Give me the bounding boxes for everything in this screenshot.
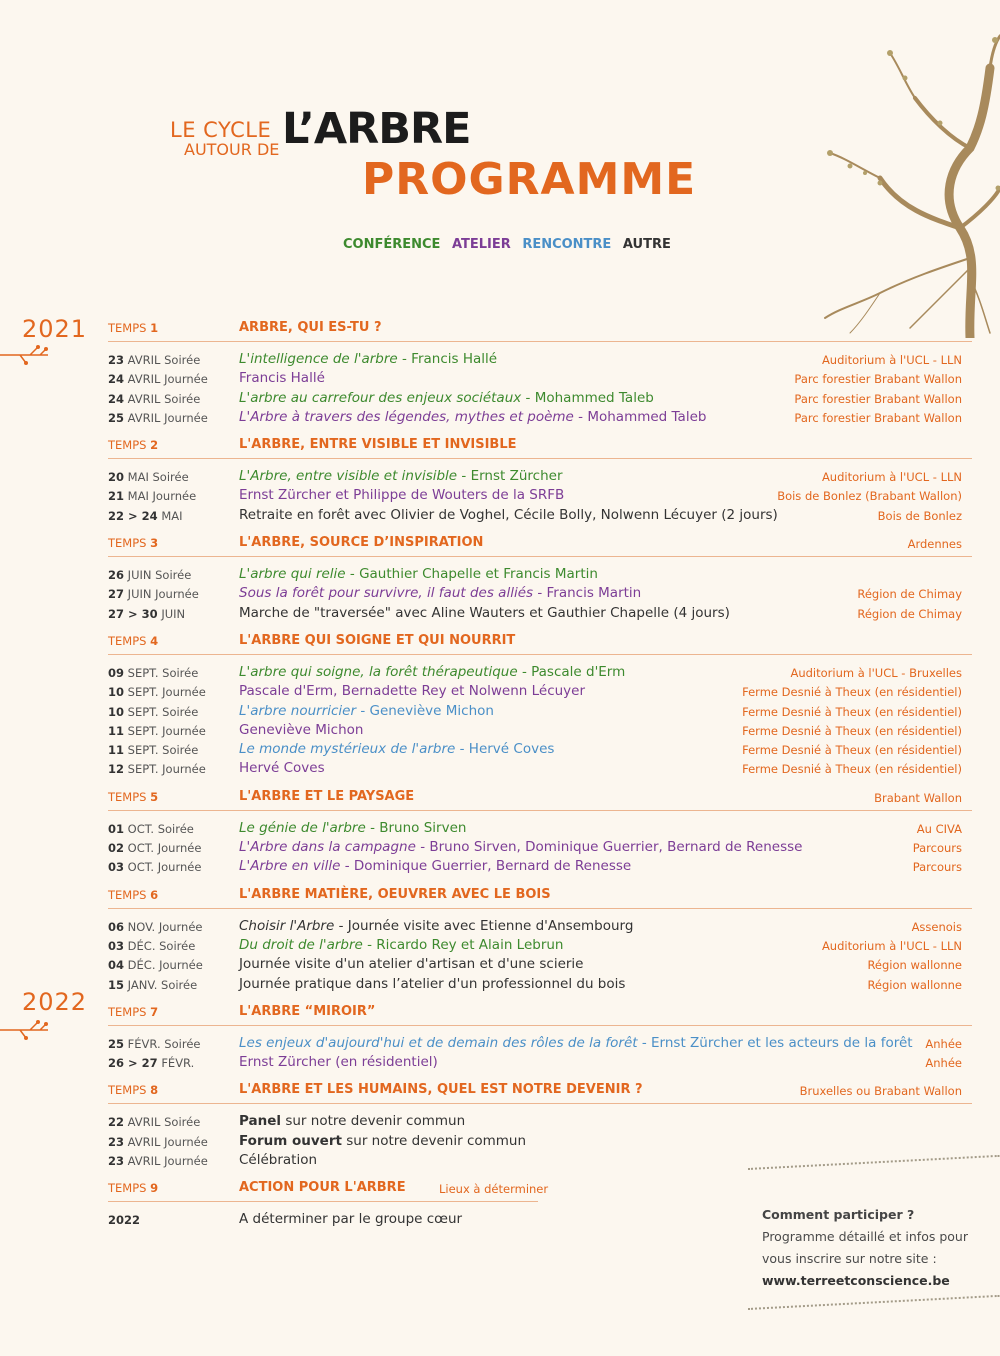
tree-illustration (820, 28, 1000, 338)
event-place: Ferme Desnié à Theux (en résidentiel) (742, 704, 962, 719)
event-place: Assenois (911, 919, 962, 934)
event-date: 23 AVRIL Journée (108, 1134, 208, 1149)
event-title: Choisir l'Arbre - Journée visite avec Etienne d'Ansembourg (239, 917, 634, 934)
event-title: Hervé Coves (239, 760, 325, 777)
event-place: Ferme Desnié à Theux (en résidentiel) (742, 723, 962, 738)
event-title: L'Arbre, entre visible et invisible - Ernst Zürcher (239, 468, 563, 485)
event-date: 15 JANV. Soirée (108, 977, 198, 992)
event-place: Région de Chimay (857, 587, 962, 602)
event-date: 27 JUIN Journée (108, 587, 199, 602)
event-title: Journée visite d'un atelier d'artisan et d'une scierie (239, 956, 584, 973)
event-place: Bois de Bonlez (Brabant Wallon) (777, 489, 962, 504)
section-title: ACTION POUR L'ARBRE (239, 1180, 406, 1196)
event-row (108, 389, 972, 408)
event-date: 26 > 27 FÉVR. (108, 1056, 195, 1071)
event-row (108, 955, 972, 974)
temps-section (108, 631, 972, 779)
section-header (108, 1080, 972, 1104)
category-legend (343, 237, 678, 252)
section-title: L'ARBRE ET LES HUMAINS, QUEL EST NOTRE DEVENIR ? (239, 1082, 643, 1098)
event-row (108, 584, 972, 603)
event-title: Les enjeux d'aujourd'hui et de demain des rôles de la forêt - Ernst Zürcher et les acteurs de la forêt (239, 1034, 913, 1051)
autour-de-label: AUTOUR DE (184, 140, 280, 159)
event-date: 22 > 24 MAI (108, 508, 183, 523)
event-row (108, 936, 972, 955)
event-title: L'arbre nourricier - Geneviève Michon (239, 702, 494, 719)
temps-label: TEMPS 3 (108, 536, 159, 551)
temps-section (108, 435, 972, 525)
event-date: 26 JUIN Soirée (108, 568, 192, 583)
event-row (108, 663, 972, 682)
event-place: Parcours (912, 841, 962, 856)
event-place: Parc forestier Brabant Wallon (794, 410, 962, 425)
event-place: Parc forestier Brabant Wallon (794, 391, 962, 406)
event-date: 22 AVRIL Soirée (108, 1115, 201, 1130)
event-date: 23 AVRIL Journée (108, 1154, 208, 1169)
event-place: Ferme Desnié à Theux (en résidentiel) (742, 685, 962, 700)
info-line: vous inscrire sur notre site : (762, 1251, 937, 1266)
section-header (108, 318, 972, 342)
section-location: Brabant Wallon (874, 790, 962, 805)
event-place: Parc forestier Brabant Wallon (794, 372, 962, 387)
arbre-title: L’ARBRE (282, 104, 471, 154)
event-date: 23 AVRIL Soirée (108, 353, 201, 367)
event-place: Région wallonne (867, 977, 962, 992)
event-row (108, 1151, 972, 1170)
event-row (108, 759, 972, 778)
event-place: Anhée (925, 1056, 962, 1071)
event-row (108, 565, 972, 584)
event-row (108, 975, 972, 994)
temps-section (108, 318, 972, 427)
dotted-divider (748, 1295, 1000, 1310)
programme-list (108, 318, 972, 1238)
event-date: 01 OCT. Soirée (108, 821, 194, 836)
event-row (108, 740, 972, 759)
section-header (108, 435, 972, 459)
event-title: Le génie de l'arbre - Bruno Sirven (239, 819, 467, 836)
branch-icon (0, 343, 52, 365)
event-title: Marche de "traversée" avec Aline Wauters et Gauthier Chapelle (4 jours) (239, 604, 730, 621)
event-row (108, 1132, 972, 1151)
event-row (108, 467, 972, 486)
year-2022: 2022 (22, 988, 88, 1016)
event-row (108, 819, 972, 838)
event-row (108, 408, 972, 427)
event-date: 03 OCT. Journée (108, 860, 202, 875)
event-title: L'Arbre à travers des légendes, mythes et poème - Mohammed Taleb (239, 408, 707, 425)
event-title: Du droit de l'arbre - Ricardo Rey et Alain Lebrun (239, 936, 564, 953)
event-date: 03 DÉC. Soirée (108, 938, 196, 953)
event-date: 04 DÉC. Journée (108, 958, 203, 973)
temps-section (108, 1080, 972, 1170)
event-place: Ferme Desnié à Theux (en résidentiel) (742, 762, 962, 777)
programme-title: PROGRAMME (362, 154, 697, 205)
section-title: L'ARBRE QUI SOIGNE ET QUI NOURRIT (239, 632, 516, 648)
section-header (108, 885, 972, 909)
event-title: L'arbre au carrefour des enjeux sociétaux - Mohammed Taleb (239, 389, 654, 406)
event-title: Journée pratique dans l’atelier d'un professionnel du bois (239, 975, 626, 992)
event-date: 2022 (108, 1213, 141, 1228)
event-date: 11 SEPT. Soirée (108, 743, 199, 758)
legend-autre: AUTRE (622, 237, 671, 252)
event-row (108, 682, 972, 701)
event-title: Francis Hallé (239, 370, 325, 387)
event-date: 06 NOV. Journée (108, 919, 203, 934)
legend-conference: CONFÉRENCE (343, 237, 441, 252)
event-title: Célébration (239, 1152, 318, 1169)
event-place: Auditorium à l'UCL - Bruxelles (790, 665, 962, 680)
event-title: L'Arbre dans la campagne - Bruno Sirven, Dominique Guerrier, Bernard de Renesse (239, 839, 803, 856)
event-title: Le monde mystérieux de l'arbre - Hervé Coves (239, 741, 555, 758)
event-date: 24 AVRIL Soirée (108, 391, 201, 406)
year-2021: 2021 (22, 315, 88, 343)
branch-icon (0, 1018, 52, 1040)
event-date: 11 SEPT. Journée (108, 723, 206, 738)
event-date: 20 MAI Soirée (108, 470, 189, 485)
event-row (108, 369, 972, 388)
event-date: 10 SEPT. Soirée (108, 704, 199, 719)
section-title: L'ARBRE “MIROIR” (239, 1003, 376, 1019)
website-link[interactable]: www.terreetconscience.be (762, 1273, 950, 1288)
info-question: Comment participer ? (762, 1207, 915, 1222)
event-row (108, 486, 972, 505)
event-place: Région wallonne (867, 958, 962, 973)
event-row (108, 857, 972, 876)
event-place: Anhée (925, 1036, 962, 1051)
event-title: L'Arbre en ville - Dominique Guerrier, Bernard de Renesse (239, 858, 632, 875)
section-title: L'ARBRE MATIÈRE, OEUVRER AVEC LE BOIS (239, 886, 551, 902)
section-header (108, 631, 972, 655)
event-title: Sous la forêt pour survivre, il faut des alliés - Francis Martin (239, 585, 642, 602)
event-row (108, 917, 972, 936)
event-place: Au CIVA (916, 821, 962, 836)
section-header (108, 1002, 972, 1026)
event-place: Région de Chimay (857, 606, 962, 621)
section-title: L'ARBRE ET LE PAYSAGE (239, 788, 415, 804)
temps-label: TEMPS 2 (108, 438, 159, 453)
event-date: 09 SEPT. Soirée (108, 665, 199, 680)
event-place: Bois de Bonlez (877, 508, 962, 523)
event-row (108, 350, 972, 369)
legend-rencontre: RENCONTRE (522, 237, 612, 252)
info-box (762, 1204, 987, 1292)
event-date: 21 MAI Journée (108, 489, 197, 504)
event-row (108, 506, 972, 525)
legend-atelier: ATELIER (451, 237, 511, 252)
event-row (108, 838, 972, 857)
temps-label: TEMPS 8 (108, 1083, 159, 1098)
event-row (108, 721, 972, 740)
event-date: 25 FÉVR. Soirée (108, 1036, 201, 1051)
event-place: Auditorium à l'UCL - LLN (821, 470, 962, 485)
event-date: 02 OCT. Journée (108, 841, 202, 856)
temps-section (108, 787, 972, 877)
event-title: L'arbre qui relie - Gauthier Chapelle et Francis Martin (239, 566, 598, 583)
temps-label: TEMPS 6 (108, 887, 159, 902)
event-title: Ernst Zürcher (en résidentiel) (239, 1054, 438, 1071)
section-header (108, 1178, 549, 1202)
event-title: L'arbre qui soigne, la forêt thérapeutique - Pascale d'Erm (239, 663, 626, 680)
section-location: Ardennes (907, 537, 962, 552)
event-title: Forum ouvert sur notre devenir commun (239, 1132, 527, 1149)
info-line: Programme détaillé et infos pour (762, 1229, 968, 1244)
event-place: Auditorium à l'UCL - LLN (821, 353, 962, 367)
event-row (108, 1034, 972, 1053)
event-date: 10 SEPT. Journée (108, 685, 206, 700)
section-location: Lieux à déterminer (439, 1182, 549, 1197)
section-title: L'ARBRE, ENTRE VISIBLE ET INVISIBLE (239, 437, 517, 453)
event-row (108, 604, 972, 623)
event-title: A déterminer par le groupe cœur (239, 1211, 463, 1228)
event-place: Parcours (912, 860, 962, 875)
temps-section (108, 885, 972, 994)
le-cycle-label: LE CYCLE (170, 118, 272, 142)
event-date: 27 > 30 JUIN (108, 606, 186, 621)
temps-section (108, 1002, 972, 1073)
event-title: Panel sur notre devenir commun (239, 1113, 466, 1130)
event-row (108, 702, 972, 721)
temps-label: TEMPS 4 (108, 633, 159, 648)
event-place: Ferme Desnié à Theux (en résidentiel) (742, 743, 962, 758)
section-title: ARBRE, QUI ES-TU ? (239, 320, 382, 335)
event-title: Retraite en forêt avec Olivier de Voghel, Cécile Bolly, Nolwenn Lécuyer (2 jours) (239, 506, 778, 523)
section-header (108, 533, 972, 557)
event-row (108, 1053, 972, 1072)
temps-label: TEMPS 9 (108, 1181, 159, 1196)
temps-label: TEMPS 7 (108, 1004, 159, 1019)
event-row (108, 1112, 972, 1131)
section-location: Bruxelles ou Brabant Wallon (799, 1084, 962, 1099)
temps-label: TEMPS 5 (108, 789, 159, 804)
temps-section (108, 533, 972, 623)
event-date: 25 AVRIL Journée (108, 410, 208, 425)
event-place: Auditorium à l'UCL - LLN (821, 938, 962, 953)
event-date: 12 SEPT. Journée (108, 762, 206, 777)
event-date: 24 AVRIL Journée (108, 372, 208, 387)
event-title: Geneviève Michon (239, 721, 364, 738)
section-header (108, 787, 972, 811)
section-title: L'ARBRE, SOURCE D’INSPIRATION (239, 535, 484, 551)
event-title: L'intelligence de l'arbre - Francis Hallé (239, 351, 498, 367)
event-title: Pascale d'Erm, Bernadette Rey et Nolwenn Lécuyer (239, 683, 586, 700)
temps-label: TEMPS 1 (108, 321, 159, 335)
event-title: Ernst Zürcher et Philippe de Wouters de la SRFB (239, 487, 565, 504)
